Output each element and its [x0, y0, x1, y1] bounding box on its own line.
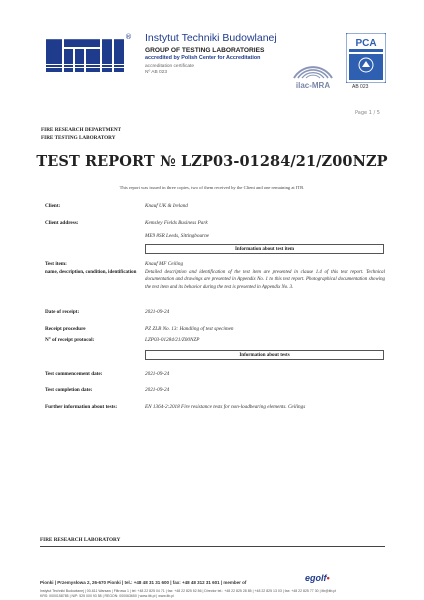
accredited-by: accredited by Polish Center for Accreditation [145, 55, 261, 61]
ilac-mra-text: ilac-MRA [295, 81, 331, 90]
further-info-label: Further information about tests: [45, 404, 118, 410]
department-line2: FIRE TESTING LABORATORY [41, 135, 116, 141]
test-commencement-label: Test commencement date: [45, 371, 103, 377]
client-address-label: Client address: [45, 220, 79, 226]
name-description-value: Detailed description and identification of the test item are presented in clause 1.4 of this test report. Technical documentation and drawings are presented in Appendix No. 1 to this test report. Photographical documentation showing the test item and its behavior during the test is presented in Appendix No. 3. [145, 270, 385, 290]
egolf-logo [305, 573, 330, 583]
client-address-line1: Kemsley Fields Business Park [145, 220, 208, 226]
date-of-receipt-value: 2021-09-24 [145, 309, 170, 315]
egolf-text: egolf [305, 573, 327, 583]
pca-logo [346, 33, 386, 83]
footer-small-line1: Instytut Techniki Budowlanej | 00-611 Warsaw | Filtrowa 1 | tel: +48 22 825 04 71 | fax: +48 22 825 52 86 | Director tel.: +48 22 825 28 85 | +48 22 825 13 03 | fax: +48 22 825 77 30 | itb@itb.pl [40, 589, 337, 593]
footer-small-line2: KRS: 0000158785 | NIP: 525 000 93 58 | REGON: 000063650 | www.itb.pl | www.itb.pl [40, 593, 174, 598]
test-item-value: Knauf MF Ceiling [145, 261, 184, 267]
name-description-label: name, description, condition, identification [45, 270, 137, 275]
receipt-procedure-label: Receipt procedure [45, 326, 86, 332]
test-completion-label: Test completion date: [45, 387, 93, 393]
further-info-value: EN 1364-2:2018 Fire resistance tests for non-loadbearing elements. Ceilings [145, 404, 306, 410]
test-item-label: Test item: [45, 261, 67, 267]
receipt-protocol-value: LZP03-01284/21/Z00NZP [145, 337, 200, 343]
report-intro: This report was issued in three copies, two of them received by the Client and one remaining at ITB. [119, 185, 305, 190]
egolf-dot-icon: • [326, 573, 330, 583]
accreditation-line1: accreditation certificate [145, 64, 195, 69]
ilac-mra-logo [288, 38, 338, 94]
client-address-line2: ME9 8SR Leeds, Sittingbourne [145, 233, 209, 239]
client-value: Knauf UK & Ireland [145, 203, 188, 209]
section-tests: Information about tests [145, 350, 384, 360]
client-label: Client: [45, 203, 61, 209]
receipt-procedure-value: PZ ZLB No. 13: Handling of test specimen [145, 326, 234, 332]
accreditation-certificate [145, 64, 194, 76]
test-completion-value: 2021-09-24 [145, 387, 170, 393]
department-line1: FIRE RESEARCH DEPARTMENT [41, 127, 122, 133]
pca-accreditation-code: AB 023 [352, 84, 369, 90]
receipt-protocol-label: N° of receipt protocol: [45, 337, 95, 343]
section-test-item: Information about test item [145, 244, 384, 254]
itb-logo [46, 34, 136, 72]
registered-mark: ® [125, 33, 132, 41]
group-title: GROUP OF TESTING LABORATORIES [145, 47, 265, 54]
date-of-receipt-label: Date of receipt: [45, 309, 80, 315]
institute-name: Instytut Techniki Budowlanej [145, 32, 277, 44]
footer-small-print [40, 589, 386, 598]
test-commencement-value: 2021-09-24 [145, 371, 170, 377]
accreditation-line2: Nº AB 023 [145, 70, 168, 75]
footer-address: Pionki | Przemysłowa 2, 26-670 Pionki | tel.: +48 48 31 31 600 | fax: +48 48 312 31 601 | member of [40, 580, 247, 585]
footer-divider [40, 546, 385, 547]
pca-text: PCA [355, 38, 377, 49]
page-number: Page 1 / 5 [355, 110, 380, 116]
report-title: TEST REPORT № LZP03-01284/21/Z00NZP [36, 153, 388, 170]
footer-lab-name: FIRE RESEARCH LABORATORY [40, 537, 121, 543]
